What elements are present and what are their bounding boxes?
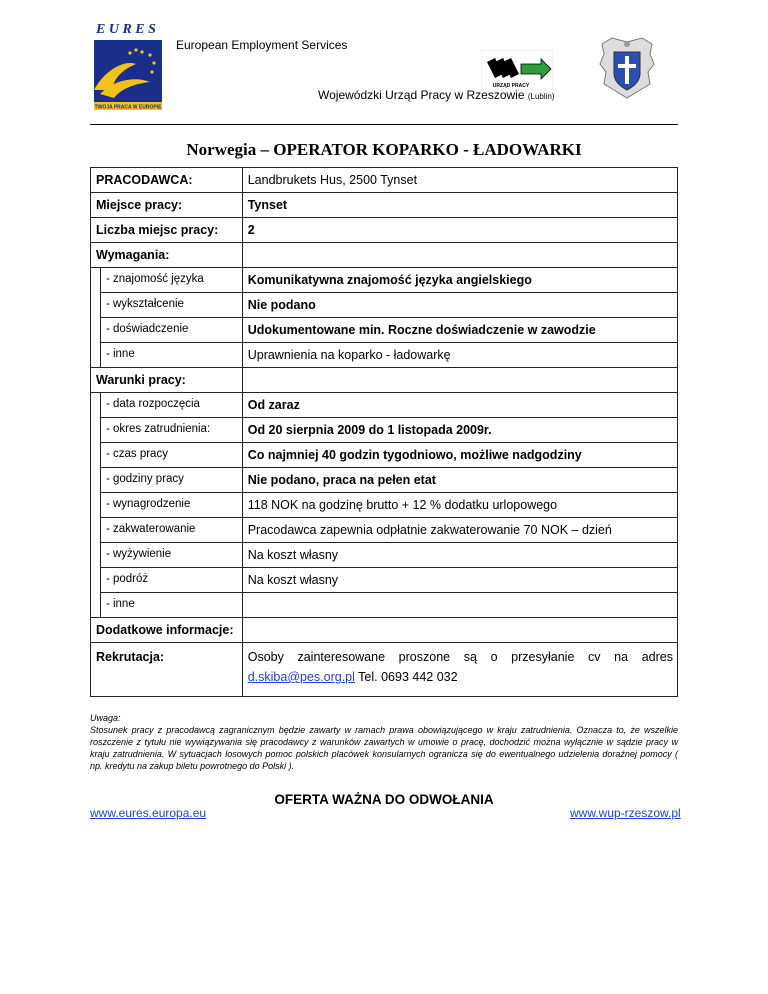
offer-table [90,167,678,697]
extra-info-value [242,618,677,643]
experience-label: - doświadczenie [100,318,242,343]
table-row [91,518,678,543]
experience-value: Udokumentowane min. Roczne doświadczenie w zawodzie [242,318,677,343]
table-row [91,393,678,418]
eures-tagline: TWOJA PRACA W EUROPIE [94,104,162,111]
employment-period-label: - okres zatrudnienia: [100,418,242,443]
table-row [91,168,678,193]
recruitment-email-link[interactable]: d.skiba@pes.org.pl [247,670,355,684]
eures-logo-letters: E U R E S [96,22,156,37]
table-row [91,618,678,643]
travel-value: Na koszt własny [242,568,677,593]
table-row [91,318,678,343]
requirements-value [242,243,677,268]
requirements-label: Wymagania: [91,243,243,268]
table-row [91,243,678,268]
travel-label: - podróż [100,568,242,593]
table-row [91,268,678,293]
note-label: Uwaga: [90,713,121,723]
other-conditions-value [242,593,677,618]
other-requirements-value: Uprawnienia na koparko - ładowarkę [242,343,677,368]
document-title: Norwegia – OPERATOR KOPARKO - ŁADOWARKI [186,140,582,159]
table-row [91,193,678,218]
extra-info-label: Dodatkowe informacje: [91,618,243,643]
housing-value: Pracodawca zapewnia odpłatnie zakwaterowanie 70 NOK – dzień [242,518,677,543]
place-label: Miejsce pracy: [91,193,243,218]
start-date-label: - data rozpoczęcia [100,393,242,418]
employer-value: Landbrukets Hus, 2500 Tynset [242,168,677,193]
language-value: Komunikatywna znajomość języka angielskiego [242,268,677,293]
salary-value: 118 NOK na godzinę brutto + 12 % dodatku urlopowego [242,493,677,518]
employer-label: PRACODAWCA: [91,168,243,193]
table-row [91,418,678,443]
table-row [91,443,678,468]
note-text: Stosunek pracy z pracodawcą zagranicznym będzie zawarty w ramach prawa obowiązującego w kraju zatrudnienia. Oznacza to, że wszelkie roszczenie z tytułu nie wywiązywania się pracodawcy z warunków zawartych w umowie o pracę, dochodzić można wyłącznie w sądzie pracy w kraju zatrudnienia. W sytuacjach losowych pomoc polskich placówek konsularnych ogranicza się do ewentualnego udzielenia doraźnej pomocy ( np. kredytu na zakup biletu powrotnego do Polski ). [90,725,678,771]
recruitment-phone: Tel. 0693 442 032 [358,670,458,684]
table-row [91,468,678,493]
wup-logo [481,50,553,90]
food-label: - wyżywienie [100,543,242,568]
office-name-text: Wojewódzki Urząd Pracy w Rzeszowie [318,88,525,102]
work-time-value: Co najmniej 40 godzin tygodniowo, możliwe nadgodziny [242,443,677,468]
conditions-label: Warunki pracy: [91,368,243,393]
work-time-label: - czas pracy [100,443,242,468]
wup-website-link[interactable]: www.wup-rzeszow.pl [570,806,681,820]
other-conditions-label: - inne [100,593,242,618]
eures-website-link[interactable]: www.eures.europa.eu [90,806,207,820]
salary-label: - wynagrodzenie [100,493,242,518]
housing-label: - zakwaterowanie [100,518,242,543]
table-row [91,218,678,243]
table-row [91,368,678,393]
recruitment-contact [248,670,677,684]
education-value: Nie podano [242,293,677,318]
other-requirements-label: - inne [100,343,242,368]
eures-logo [92,20,164,112]
table-row [91,643,678,697]
recruitment-label: Rekrutacja: [91,643,243,697]
table-row [91,493,678,518]
office-name [318,88,555,102]
work-hours-label: - godziny pracy [100,468,242,493]
recruitment-value [242,643,677,697]
table-row [91,568,678,593]
coat-of-arms-icon [592,34,662,102]
table-row [91,543,678,568]
table-row [91,343,678,368]
office-region: (Lublin) [527,92,555,101]
wup-logo-text: URZĄD PRACY [492,83,530,89]
recruitment-text: Osoby zainteresowane proszone są o przesyłanie cv na adres [247,650,673,664]
food-value: Na koszt własny [242,543,677,568]
count-value: 2 [242,218,677,243]
table-row [91,593,678,618]
table-row [91,293,678,318]
work-hours-value: Nie podano, praca na pełen etat [242,468,677,493]
conditions-value [242,368,677,393]
services-title: European Employment Services [176,38,348,52]
employment-period-value: Od 20 sierpnia 2009 do 1 listopada 2009r. [242,418,677,443]
validity-notice: OFERTA WAŻNA DO ODWOŁANIA [274,792,494,807]
place-value: Tynset [242,193,677,218]
language-label: - znajomość języka [100,268,242,293]
education-label: - wykształcenie [100,293,242,318]
start-date-value: Od zaraz [242,393,677,418]
count-label: Liczba miejsc pracy: [91,218,243,243]
header-divider [90,124,678,125]
